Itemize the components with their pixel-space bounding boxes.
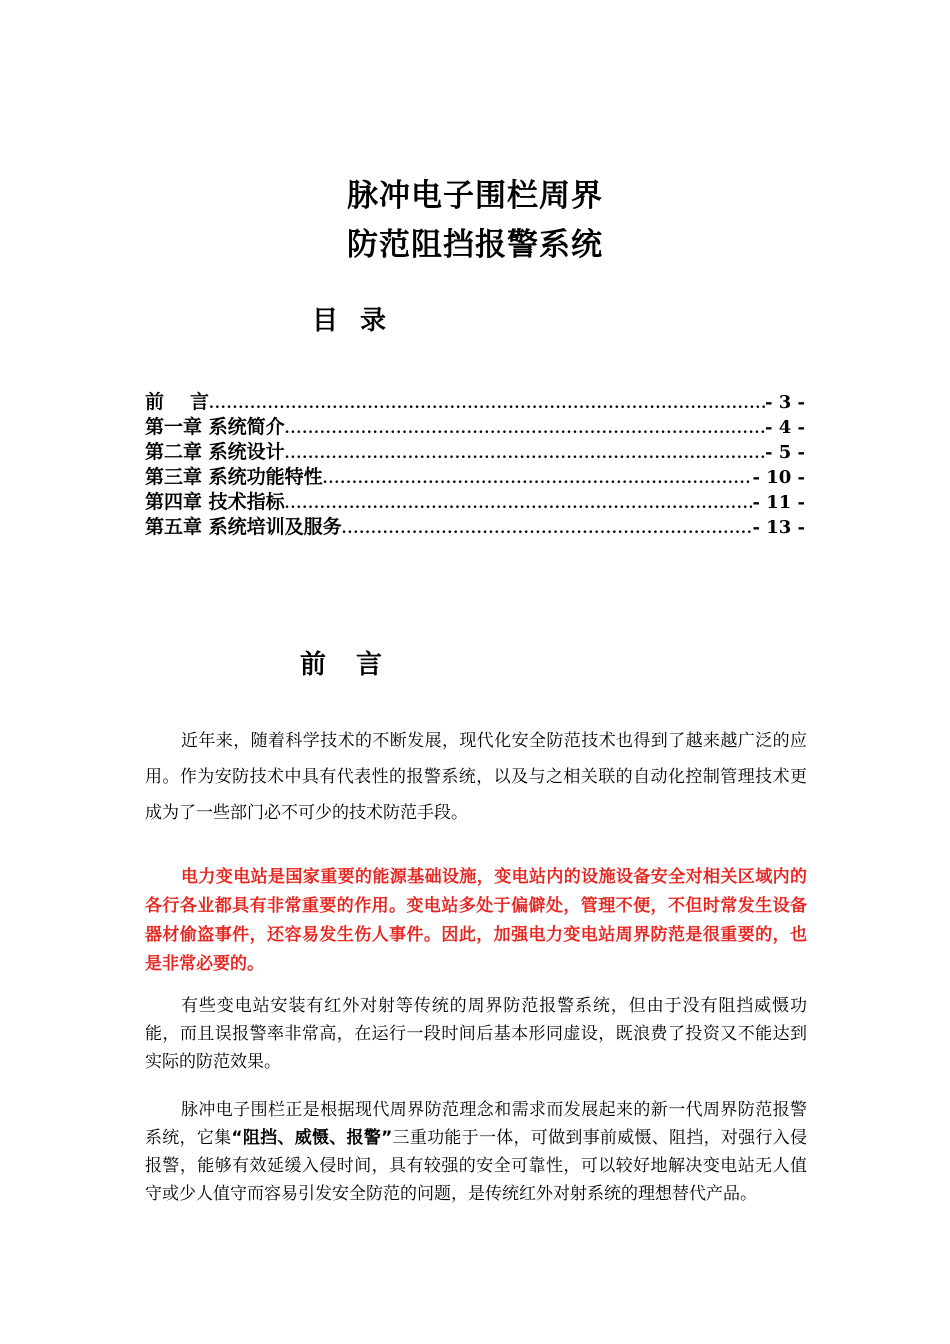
table-of-contents xyxy=(145,390,805,540)
toc-entry-page: - 3 - xyxy=(765,392,805,413)
toc-entry[interactable] xyxy=(145,490,805,515)
preface-paragraph-1: 近年来，随着科学技术的不断发展，现代化安全防范技术也得到了越来越广泛的应用。作为安防技术中具有代表性的报警系统，以及与之相关联的自动化控制管理技术更成为了一些部门必不可少的技术防范手段。 xyxy=(145,731,807,823)
toc-entry[interactable] xyxy=(145,440,805,465)
toc-entry-label: 前 言 xyxy=(145,391,210,413)
toc-entry-label: 第三章 系统功能特性 xyxy=(145,466,323,488)
paragraph-text: 三重功能于一体，可做到事前威慑、阻挡，对强行入侵报警，能够有效延缓入侵时间，具有较强的安全可靠性，可以较好地解决变电站无人值守或少人值守而容易引发安全防范的问题，是传统红外对射系统的理想替代产品。 xyxy=(145,1128,808,1204)
document-title-line2: 防范阻挡报警系统 xyxy=(347,227,603,263)
toc-leader-dots xyxy=(342,517,753,542)
toc-entry[interactable] xyxy=(145,515,805,540)
toc-entry-page: - 4 - xyxy=(765,417,805,438)
toc-entry-page: - 10 - xyxy=(752,467,805,488)
emphasis-text: “阻挡、威慑、报警” xyxy=(231,1128,393,1148)
toc-entry-label: 第四章 技术指标 xyxy=(145,491,285,513)
toc-entry-page: - 5 - xyxy=(765,442,805,463)
toc-entry-label: 第二章 系统设计 xyxy=(145,441,285,463)
toc-entry-page: - 13 - xyxy=(752,517,805,538)
toc-leader-dots xyxy=(285,417,765,442)
toc-entry-label: 第一章 系统简介 xyxy=(145,416,285,438)
paragraph-text: 脉冲电子围栏正是根据现代周界防范理念和需求而发展起来的新一代周界防范报警系统，它集 xyxy=(145,1100,807,1148)
toc-heading: 目录 xyxy=(312,306,409,336)
toc-leader-dots xyxy=(209,392,765,417)
preface-paragraph-2-highlight: 电力变电站是国家重要的能源基础设施，变电站内的设施设备安全对相关区域内的各行各业都具有非常重要的作用。变电站多处于偏僻处，管理不便，不但时常发生设备器材偷盗事件，还容易发生伤人事件。因此，加强电力变电站周界防范是很重要的，也是非常必要的。 xyxy=(145,867,807,974)
toc-leader-dots xyxy=(285,442,765,467)
toc-leader-dots xyxy=(323,467,753,492)
document-title-line1: 脉冲电子围栏周界 xyxy=(347,178,603,214)
toc-entry-page: - 11 - xyxy=(752,492,805,513)
preface-paragraph-3: 有些变电站安装有红外对射等传统的周界防范报警系统，但由于没有阻挡威慑功能，而且误报警率非常高，在运行一段时间后基本形同虚设，既浪费了投资又不能达到实际的防范效果。 xyxy=(145,996,807,1072)
toc-entry-label: 第五章 系统培训及服务 xyxy=(145,516,342,538)
toc-leader-dots xyxy=(285,492,753,517)
preface-heading: 前言 xyxy=(300,650,413,680)
toc-entry[interactable] xyxy=(145,465,805,490)
toc-entry[interactable] xyxy=(145,390,805,415)
preface-paragraph-4 xyxy=(145,1096,807,1208)
toc-entry[interactable] xyxy=(145,415,805,440)
